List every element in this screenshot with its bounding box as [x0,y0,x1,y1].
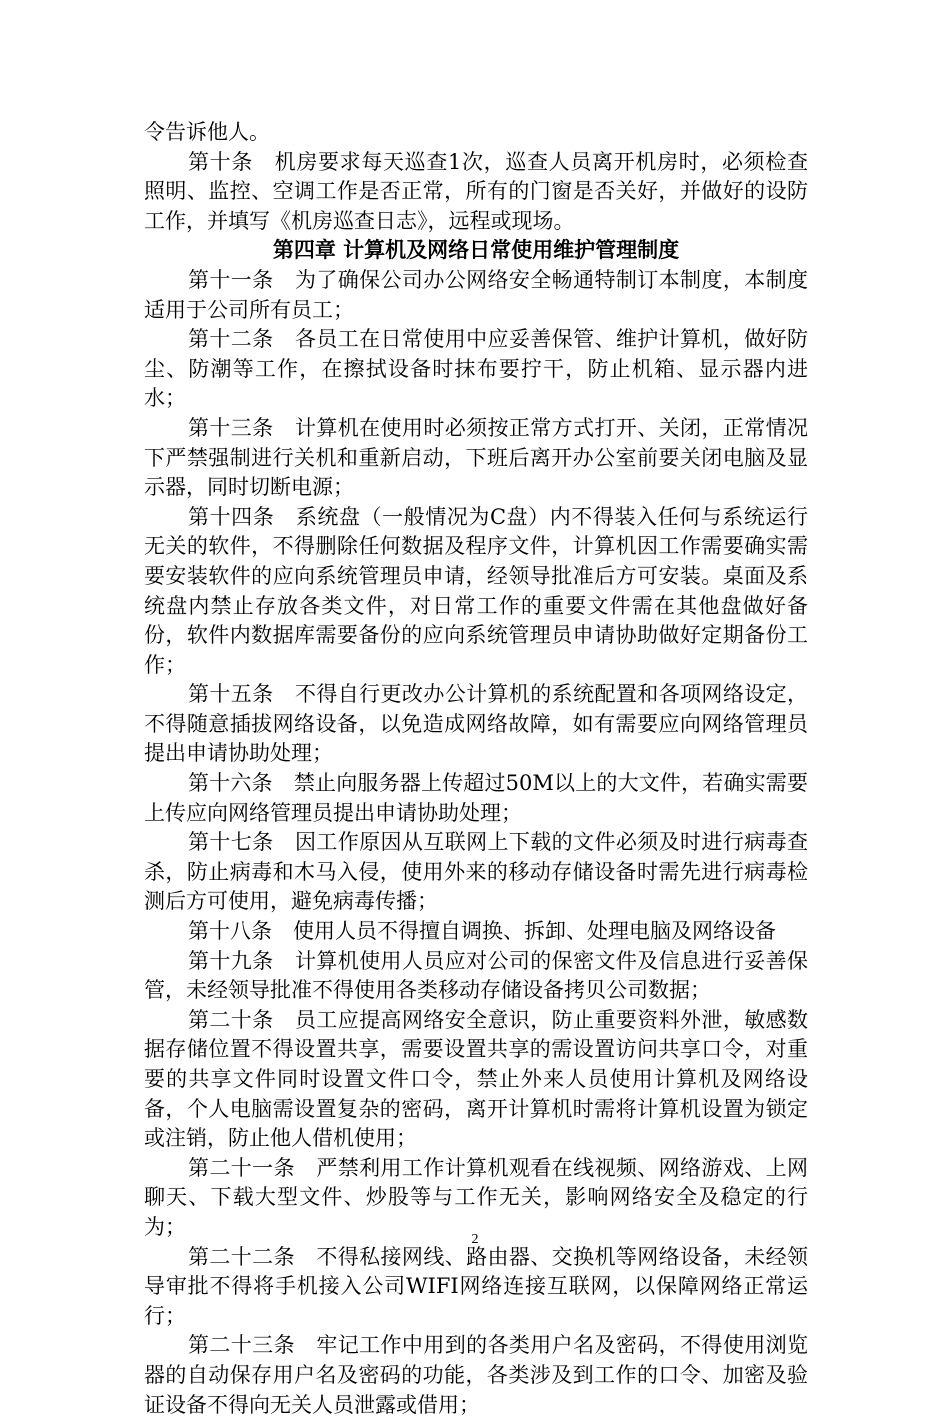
chapter-heading: 第四章 计算机及网络日常使用维护管理制度 [272,238,680,263]
article-11: 第十一条 为了确保公司办公网络安全畅通特制订本制度，本制度适用于公司所有员工； [144,267,808,322]
article-15: 第十五条 不得自行更改办公计算机的系统配置和各项网络设定，不得随意插拔网络设备，以免造成网络故障，如有需要应向网络管理员提出申请协助处理； [144,682,808,766]
article-14: 第十四条 系统盘（一般情况为C盘）内不得装入任何与系统运行无关的软件，不得删除任何数据及程序文件，计算机因工作需要确实需要安装软件的应向系统管理员申请，经领导批准后方可安装。桌面及系统盘内禁止存放各类文件，对日常工作的重要文件需在其他盘做好备份，软件内数据库需要备份的应向系统管理员申请协助做好定期备份工作； [144,504,808,677]
article-23: 第二十三条 牢记工作中用到的各类用户名及密码，不得使用浏览器的自动保存用户名及密码的功能，各类涉及到工作的口令、加密及验证设备不得向无关人员泄露或借用； [144,1333,808,1417]
paragraph-continuation: 令告诉他人。 [144,120,270,144]
article-10: 第十条 机房要求每天巡查1次，巡查人员离开机房时，必须检查照明、监控、空调工作是否正常，所有的门窗是否关好，并做好的设防工作，并填写《机房巡查日志》，远程或现场。 [144,149,808,233]
article-13: 第十三条 计算机在使用时必须按正常方式打开、关闭，正常情况下严禁强制进行关机和重新启动，下班后离开办公室前要关闭电脑及显示器，同时切断电源； [144,415,808,500]
article-17: 第十七条 因工作原因从互联网上下载的文件必须及时进行病毒查杀，防止病毒和木马入侵，使用外来的移动存储设备时需先进行病毒检测后方可使用，避免病毒传播； [144,830,808,914]
article-20: 第二十条 员工应提高网络安全意识，防止重要资料外泄，敏感数据存储位置不得设置共享，需要设置共享的需设置访问共享口令，对重要的共享文件同时设置文件口令，禁止外来人员使用计算机及网络设备，个人电脑需设置复杂的密码，离开计算机时需将计算机设置为锁定或注销，防止他人借机使用； [144,1007,808,1151]
article-16: 第十六条 禁止向服务器上传超过50M以上的大文件，若确实需要上传应向网络管理员提出申请协助处理； [144,771,808,825]
page-number: 2 [471,1232,479,1247]
article-22: 第二十二条 不得私接网线、路由器、交换机等网络设备，未经领导审批不得将手机接入公司WIFI网络连接互联网，以保障网络正常运行； [144,1244,808,1328]
document-page [144,118,808,1420]
article-12: 第十二条 各员工在日常使用中应妥善保管、维护计算机，做好防尘、防潮等工作，在擦拭设备时抹布要拧干，防止机箱、显示器内进水； [144,327,808,411]
article-21: 第二十一条 严禁利用工作计算机观看在线视频、网络游戏、上网聊天、下载大型文件、炒股等与工作无关，影响网络安全及稳定的行为； [144,1155,808,1239]
article-19: 第十九条 计算机使用人员应对公司的保密文件及信息进行妥善保管，未经领导批准不得使用各类移动存储设备拷贝公司数据； [144,948,808,1003]
article-18: 第十八条 使用人员不得擅自调换、拆卸、处理电脑及网络设备 [188,919,776,944]
